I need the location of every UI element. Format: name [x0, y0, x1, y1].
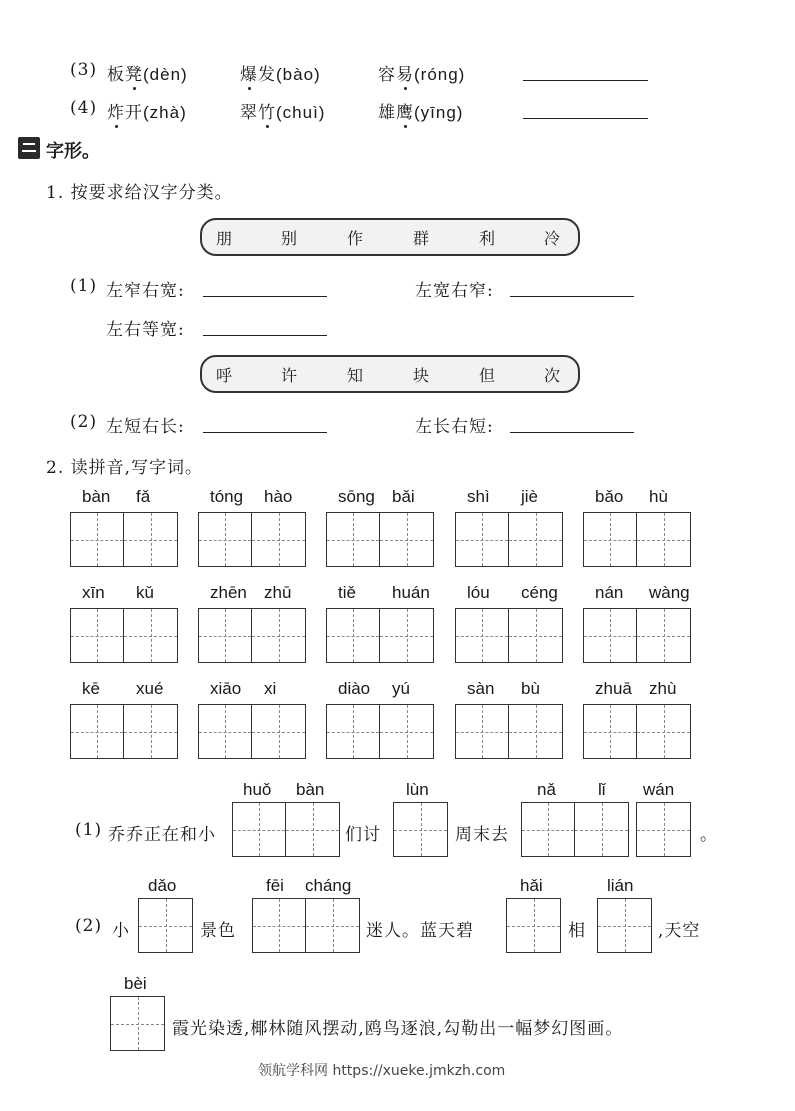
pinyin-label: nán: [595, 583, 624, 602]
writing-cell[interactable]: [584, 609, 637, 662]
category-label: 左长右短:: [415, 417, 494, 437]
writing-cell[interactable]: [584, 513, 637, 566]
writing-grid[interactable]: [198, 704, 306, 759]
pinyin-label: diào: [338, 679, 371, 698]
pinyin-label: zhū: [264, 583, 292, 602]
pinyin-label: zhuā: [595, 679, 632, 698]
pinyin-label: céng: [521, 583, 558, 602]
writing-grid[interactable]: [326, 704, 434, 759]
character-box-2: [200, 355, 580, 393]
character-box-1: [200, 218, 580, 256]
answer-blank[interactable]: [203, 335, 327, 336]
section-number-icon: [18, 137, 40, 159]
char: 块: [413, 366, 430, 385]
writing-cell[interactable]: [124, 513, 177, 566]
writing-grid[interactable]: [326, 608, 434, 663]
writing-cell[interactable]: [380, 705, 433, 758]
pinyin-label: xi: [264, 679, 277, 698]
writing-grid[interactable]: [138, 898, 193, 953]
pinyin-label: huán: [392, 583, 430, 602]
pinyin-label: kǔ: [136, 583, 154, 602]
section-title: 字形。: [46, 141, 100, 162]
pinyin-label: sàn: [467, 679, 495, 698]
question-1-title: 1. 按要求给汉字分类。: [46, 183, 233, 203]
pinyin-label: zhēn: [210, 583, 247, 602]
writing-grid[interactable]: [198, 512, 306, 567]
writing-cell[interactable]: [637, 705, 690, 758]
char: 但: [479, 366, 496, 385]
writing-cell[interactable]: [380, 609, 433, 662]
writing-cell[interactable]: [124, 609, 177, 662]
pinyin-label: bù: [521, 679, 540, 698]
category-label: 左宽右窄:: [415, 281, 494, 301]
word-item: 炸开(zhà): [107, 98, 187, 123]
answer-blank[interactable]: [203, 296, 327, 297]
writing-grid[interactable]: [455, 704, 563, 759]
writing-cell[interactable]: [71, 609, 124, 662]
pinyin-label: bàn: [82, 487, 111, 506]
writing-grid[interactable]: [70, 608, 178, 663]
char: 冷: [544, 229, 561, 248]
writing-grid[interactable]: [70, 704, 178, 759]
writing-cell[interactable]: [252, 513, 305, 566]
writing-cell[interactable]: [509, 705, 562, 758]
writing-grid[interactable]: [597, 898, 652, 953]
pinyin-label: xué: [136, 679, 164, 698]
writing-cell[interactable]: [327, 705, 380, 758]
writing-cell[interactable]: [637, 609, 690, 662]
writing-grid[interactable]: [70, 512, 178, 567]
category-label: 左短右长:: [106, 417, 185, 437]
footer-watermark: 领航学科网 https://xueke.jmkzh.com: [258, 1063, 506, 1079]
pinyin-label: jiè: [521, 487, 539, 506]
writing-grid[interactable]: [583, 608, 691, 663]
writing-grid[interactable]: [252, 898, 360, 953]
writing-cell[interactable]: [327, 609, 380, 662]
writing-cell[interactable]: [327, 513, 380, 566]
writing-grid[interactable]: [636, 802, 691, 857]
writing-cell[interactable]: [252, 609, 305, 662]
char: 知: [347, 366, 364, 385]
writing-cell[interactable]: [584, 705, 637, 758]
char: 作: [347, 229, 364, 248]
answer-blank[interactable]: [510, 432, 634, 433]
writing-cell[interactable]: [71, 705, 124, 758]
pinyin-label: xiāo: [210, 679, 242, 698]
char: 呼: [216, 366, 233, 385]
writing-grid[interactable]: [326, 512, 434, 567]
writing-grid[interactable]: [393, 802, 448, 857]
writing-grid[interactable]: [232, 802, 340, 857]
pinyin-label: hù: [649, 487, 668, 506]
writing-grid[interactable]: [455, 512, 563, 567]
answer-blank[interactable]: [203, 432, 327, 433]
writing-grid[interactable]: [521, 802, 629, 857]
pinyin-label: hào: [264, 487, 293, 506]
word-item: 板凳(dèn): [107, 60, 188, 85]
pinyin-label: tóng: [210, 487, 244, 506]
pinyin-label: wàng: [649, 583, 690, 602]
char: 许: [281, 366, 298, 385]
writing-cell[interactable]: [199, 513, 252, 566]
answer-blank[interactable]: [523, 118, 648, 119]
word-item: 容易(róng): [378, 60, 465, 85]
char: 次: [544, 366, 561, 385]
char: 利: [479, 229, 496, 248]
char: 群: [413, 229, 430, 248]
writing-grid[interactable]: [110, 996, 165, 1051]
pinyin-label: shì: [467, 487, 490, 506]
pinyin-label: lóu: [467, 583, 490, 602]
pinyin-label: yú: [392, 679, 410, 698]
pinyin-label: fǎ: [136, 487, 151, 506]
pinyin-label: kē: [82, 679, 100, 698]
writing-cell[interactable]: [380, 513, 433, 566]
writing-grid[interactable]: [506, 898, 561, 953]
pinyin-label: tiě: [338, 583, 356, 602]
category-label: 左右等宽:: [106, 320, 185, 340]
writing-cell[interactable]: [199, 705, 252, 758]
answer-blank[interactable]: [523, 80, 648, 81]
answer-blank[interactable]: [510, 296, 634, 297]
writing-cell[interactable]: [124, 705, 177, 758]
pinyin-label: bǎo: [595, 487, 624, 506]
writing-cell[interactable]: [456, 705, 509, 758]
writing-grid[interactable]: [198, 608, 306, 663]
writing-cell[interactable]: [637, 513, 690, 566]
writing-grid[interactable]: [583, 512, 691, 567]
writing-cell[interactable]: [456, 609, 509, 662]
char: 别: [281, 229, 298, 248]
writing-cell[interactable]: [252, 705, 305, 758]
char: 朋: [216, 229, 233, 248]
word-item: 雄鹰(yīng): [378, 98, 463, 123]
writing-cell[interactable]: [199, 609, 252, 662]
pinyin-label: bǎi: [392, 487, 415, 506]
writing-cell[interactable]: [509, 609, 562, 662]
writing-grid[interactable]: [455, 608, 563, 663]
pinyin-label: xīn: [82, 583, 105, 602]
word-item: 爆发(bào): [240, 60, 321, 85]
category-label: 左窄右宽:: [106, 281, 185, 301]
pinyin-label: sōng: [338, 487, 375, 506]
pinyin-label: zhù: [649, 679, 677, 698]
writing-cell[interactable]: [509, 513, 562, 566]
writing-cell[interactable]: [456, 513, 509, 566]
question-2-title: 2. 读拼音,写字词。: [46, 458, 204, 478]
writing-grid[interactable]: [583, 704, 691, 759]
word-item: 翠竹(chuì): [240, 98, 325, 123]
writing-cell[interactable]: [71, 513, 124, 566]
